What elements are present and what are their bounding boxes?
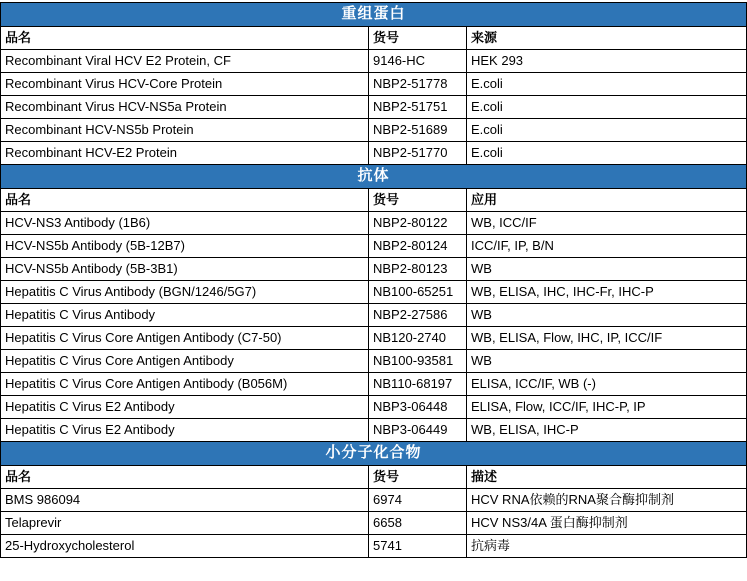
table-row (1, 535, 747, 558)
detail-cell: E.coli (467, 119, 747, 142)
table-row (1, 142, 747, 165)
product-name-cell: Recombinant HCV-E2 Protein (1, 142, 369, 165)
catalog-number-cell: NBP2-51778 (369, 73, 467, 96)
catalog-number-cell: 5741 (369, 535, 467, 558)
detail-cell: WB, ICC/IF (467, 212, 747, 235)
column-header-cell: 货号 (369, 189, 467, 212)
detail-cell: E.coli (467, 96, 747, 119)
catalog-number-cell: NBP2-80124 (369, 235, 467, 258)
product-name-cell: Hepatitis C Virus Core Antigen Antibody (1, 350, 369, 373)
product-name-cell: Hepatitis C Virus E2 Antibody (1, 419, 369, 442)
detail-cell: WB (467, 350, 747, 373)
detail-cell: WB, ELISA, IHC-P (467, 419, 747, 442)
section-title: 抗体 (1, 165, 747, 189)
section-title: 小分子化合物 (1, 442, 747, 466)
detail-cell: ICC/IF, IP, B/N (467, 235, 747, 258)
table-row (1, 327, 747, 350)
table-row (1, 258, 747, 281)
column-header-cell: 货号 (369, 27, 467, 50)
table-row (1, 281, 747, 304)
table-row (1, 235, 747, 258)
table-row (1, 373, 747, 396)
table-row (1, 73, 747, 96)
product-name-cell: HCV-NS5b Antibody (5B-3B1) (1, 258, 369, 281)
catalog-number-cell: 6658 (369, 512, 467, 535)
column-header-cell: 品名 (1, 27, 369, 50)
catalog-number-cell: NBP2-80123 (369, 258, 467, 281)
catalog-number-cell: NBP2-51770 (369, 142, 467, 165)
catalog-number-cell: 6974 (369, 489, 467, 512)
table-row (1, 489, 747, 512)
table-row (1, 350, 747, 373)
detail-cell: WB (467, 258, 747, 281)
product-name-cell: Recombinant Virus HCV-NS5a Protein (1, 96, 369, 119)
product-name-cell: 25-Hydroxycholesterol (1, 535, 369, 558)
detail-cell: ELISA, ICC/IF, WB (-) (467, 373, 747, 396)
catalog-number-cell: NB110-68197 (369, 373, 467, 396)
table-row (1, 512, 747, 535)
table-row (1, 96, 747, 119)
table-row (1, 212, 747, 235)
catalog-number-cell: NBP3-06449 (369, 419, 467, 442)
product-table-body (1, 3, 747, 558)
detail-cell: WB, ELISA, IHC, IHC-Fr, IHC-P (467, 281, 747, 304)
detail-cell: E.coli (467, 73, 747, 96)
table-row (1, 50, 747, 73)
column-header-row (1, 27, 747, 50)
column-header-cell: 描述 (467, 466, 747, 489)
product-table (0, 2, 747, 558)
column-header-cell: 品名 (1, 466, 369, 489)
table-row (1, 396, 747, 419)
product-name-cell: HCV-NS5b Antibody (5B-12B7) (1, 235, 369, 258)
product-name-cell: Hepatitis C Virus Antibody (BGN/1246/5G7) (1, 281, 369, 304)
product-name-cell: Hepatitis C Virus Antibody (1, 304, 369, 327)
column-header-cell: 来源 (467, 27, 747, 50)
section-band-row (1, 442, 747, 466)
catalog-number-cell: NB120-2740 (369, 327, 467, 350)
column-header-cell: 应用 (467, 189, 747, 212)
product-name-cell: HCV-NS3 Antibody (1B6) (1, 212, 369, 235)
catalog-number-cell: NBP2-80122 (369, 212, 467, 235)
catalog-number-cell: NB100-65251 (369, 281, 467, 304)
catalog-number-cell: NBP2-27586 (369, 304, 467, 327)
catalog-number-cell: NBP3-06448 (369, 396, 467, 419)
detail-cell: E.coli (467, 142, 747, 165)
detail-cell: HCV RNA依赖的RNA聚合酶抑制剂 (467, 489, 747, 512)
section-band-row (1, 165, 747, 189)
detail-cell: WB, ELISA, Flow, IHC, IP, ICC/IF (467, 327, 747, 350)
product-name-cell: Hepatitis C Virus Core Antigen Antibody (B056M) (1, 373, 369, 396)
product-name-cell: Hepatitis C Virus Core Antigen Antibody (C7-50) (1, 327, 369, 350)
detail-cell: ELISA, Flow, ICC/IF, IHC-P, IP (467, 396, 747, 419)
product-name-cell: Recombinant Virus HCV-Core Protein (1, 73, 369, 96)
column-header-cell: 货号 (369, 466, 467, 489)
detail-cell: 抗病毒 (467, 535, 747, 558)
catalog-number-cell: NBP2-51751 (369, 96, 467, 119)
product-name-cell: BMS 986094 (1, 489, 369, 512)
catalog-number-cell: NBP2-51689 (369, 119, 467, 142)
detail-cell: HEK 293 (467, 50, 747, 73)
column-header-row (1, 466, 747, 489)
product-name-cell: Recombinant HCV-NS5b Protein (1, 119, 369, 142)
section-band-row (1, 3, 747, 27)
table-row (1, 304, 747, 327)
section-title: 重组蛋白 (1, 3, 747, 27)
product-name-cell: Hepatitis C Virus E2 Antibody (1, 396, 369, 419)
table-row (1, 419, 747, 442)
column-header-row (1, 189, 747, 212)
detail-cell: HCV NS3/4A 蛋白酶抑制剂 (467, 512, 747, 535)
detail-cell: WB (467, 304, 747, 327)
product-name-cell: Telaprevir (1, 512, 369, 535)
catalog-number-cell: NB100-93581 (369, 350, 467, 373)
column-header-cell: 品名 (1, 189, 369, 212)
table-row (1, 119, 747, 142)
product-name-cell: Recombinant Viral HCV E2 Protein, CF (1, 50, 369, 73)
catalog-number-cell: 9146-HC (369, 50, 467, 73)
